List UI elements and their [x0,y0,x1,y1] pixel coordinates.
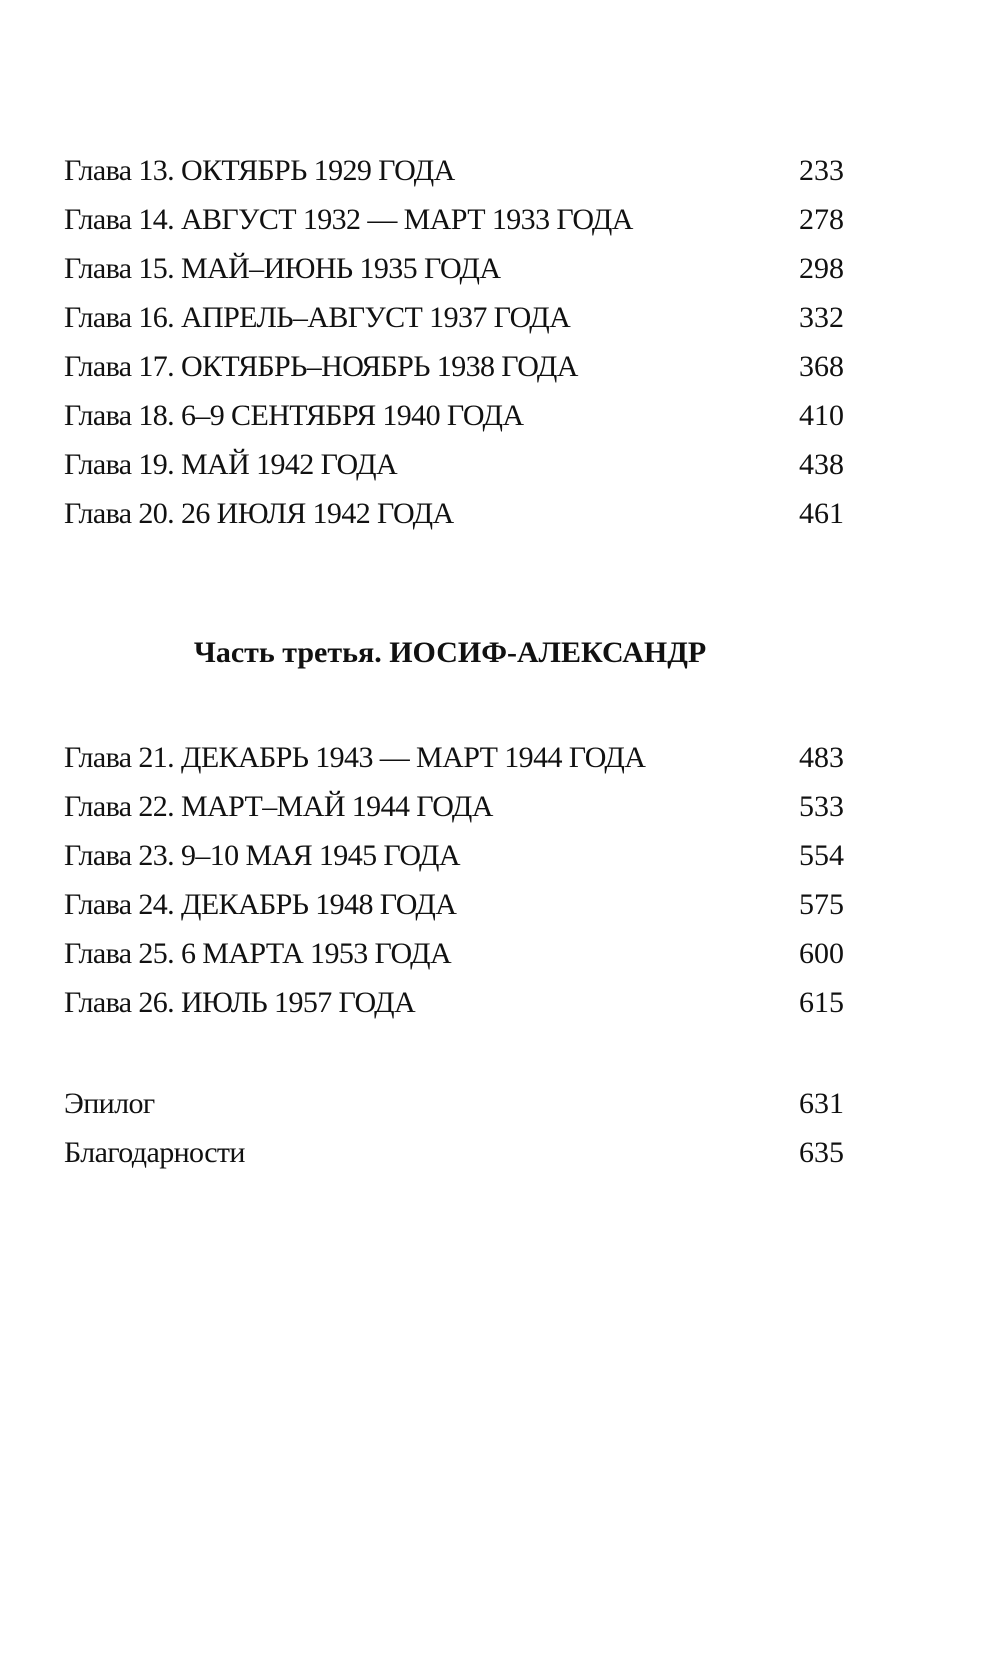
entry-page-number: 635 [799,1136,844,1169]
entry-page-number: 615 [799,986,844,1019]
part-heading [0,636,900,670]
entry-title: Глава 16. АПРЕЛЬ–АВГУСТ 1937 ГОДА [64,301,571,334]
entry-page-number: 600 [799,937,844,970]
toc-entry [64,831,844,880]
entry-page-number: 533 [799,790,844,823]
entry-title: Глава 24. ДЕКАБРЬ 1948 ГОДА [64,888,457,921]
entry-title: Глава 25. 6 МАРТА 1953 ГОДА [64,937,452,970]
entry-title: Глава 15. МАЙ–ИЮНЬ 1935 ГОДА [64,252,501,285]
toc-entry [64,978,844,1027]
toc-entry [64,440,844,489]
entry-page-number: 278 [799,203,844,236]
entry-page-number: 410 [799,399,844,432]
toc-entry [64,929,844,978]
toc-entry [64,733,844,782]
entry-page-number: 438 [799,448,844,481]
toc-entry [64,195,844,244]
part-name: ИОСИФ-АЛЕКСАНДР [389,636,707,669]
entry-title: Глава 13. ОКТЯБРЬ 1929 ГОДА [64,154,455,187]
toc-group-back-matter [64,1079,844,1177]
entry-page-number: 368 [799,350,844,383]
toc-entry [64,1128,844,1177]
entry-title: Глава 19. МАЙ 1942 ГОДА [64,448,398,481]
toc-entry [64,1079,844,1128]
entry-title: Глава 18. 6–9 СЕНТЯБРЯ 1940 ГОДА [64,399,524,432]
toc-group-part-two-end [64,146,844,538]
entry-page-number: 233 [799,154,844,187]
entry-title: Благодарности [64,1136,245,1169]
toc-entry [64,880,844,929]
toc-entry [64,782,844,831]
toc-entry [64,391,844,440]
entry-title: Глава 14. АВГУСТ 1932 — МАРТ 1933 ГОДА [64,203,633,236]
toc-entry [64,244,844,293]
entry-title: Глава 17. ОКТЯБРЬ–НОЯБРЬ 1938 ГОДА [64,350,578,383]
entry-page-number: 631 [799,1087,844,1120]
entry-title: Глава 26. ИЮЛЬ 1957 ГОДА [64,986,416,1019]
entry-page-number: 575 [799,888,844,921]
part-prefix: Часть третья. [193,636,382,669]
toc-entry [64,146,844,195]
toc-entry [64,293,844,342]
entry-title: Глава 22. МАРТ–МАЙ 1944 ГОДА [64,790,493,823]
entry-title: Эпилог [64,1087,155,1120]
entry-page-number: 298 [799,252,844,285]
toc-entry [64,489,844,538]
entry-page-number: 461 [799,497,844,530]
entry-title: Глава 20. 26 ИЮЛЯ 1942 ГОДА [64,497,454,530]
entry-page-number: 554 [799,839,844,872]
entry-page-number: 483 [799,741,844,774]
toc-group-part-three [64,733,844,1027]
entry-title: Глава 21. ДЕКАБРЬ 1943 — МАРТ 1944 ГОДА [64,741,646,774]
entry-title: Глава 23. 9–10 МАЯ 1945 ГОДА [64,839,460,872]
entry-page-number: 332 [799,301,844,334]
toc-entry [64,342,844,391]
